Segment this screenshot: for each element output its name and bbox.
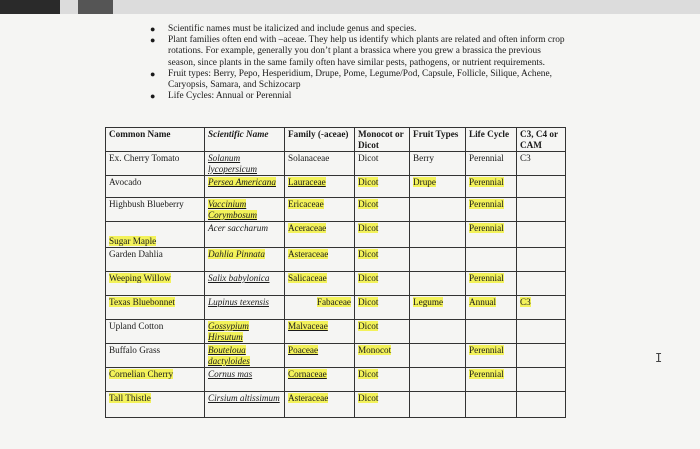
table-row <box>106 176 566 198</box>
cell-life-cycle[interactable] <box>466 222 517 248</box>
cell-photosynthesis[interactable] <box>517 248 566 272</box>
bullet-item <box>150 69 570 91</box>
cell-text: Dicot <box>358 297 379 307</box>
cell-text: Fabaceae <box>316 297 351 307</box>
cell-text: Cirsium altissimum <box>208 393 280 403</box>
cell-text: Cornus mas <box>208 369 253 379</box>
cell-photosynthesis[interactable]: C3 <box>517 152 566 176</box>
cell-monocot-dicot[interactable] <box>355 176 410 198</box>
bullet-item <box>150 35 570 69</box>
cell-life-cycle[interactable]: Perennial <box>466 152 517 176</box>
cell-text: Dicot <box>358 393 379 403</box>
cell-scientific-name[interactable] <box>205 198 285 222</box>
top-strip-segment <box>78 0 113 14</box>
cell-fruit-type[interactable] <box>410 368 466 392</box>
cell-monocot-dicot[interactable] <box>355 198 410 222</box>
cell-fruit-type[interactable] <box>410 344 466 368</box>
cell-family[interactable] <box>285 272 355 296</box>
cell-fruit-type[interactable] <box>410 392 466 418</box>
cell-life-cycle[interactable] <box>466 272 517 296</box>
header-photosynthesis: C3, C4 or CAM <box>517 128 566 152</box>
cell-life-cycle[interactable] <box>466 296 517 320</box>
cell-text: Poaceae <box>288 345 319 355</box>
cell-text: Dicot <box>358 369 379 379</box>
cell-text: Tall Thistle <box>109 393 151 403</box>
cell-text: Aceraceae <box>288 223 327 233</box>
table-row <box>106 392 566 418</box>
cell-text: Perennial <box>469 369 504 379</box>
cell-text: Perennial <box>469 273 504 283</box>
cell-scientific-name[interactable] <box>205 272 285 296</box>
table-row <box>106 344 566 368</box>
text-cursor-icon: I <box>655 351 663 365</box>
cell-photosynthesis[interactable] <box>517 222 566 248</box>
bullet-item <box>150 24 570 35</box>
bullet-dot-icon: ● <box>150 68 156 79</box>
cell-common-name[interactable]: Buffalo Grass <box>106 344 205 368</box>
cell-text: Salicaceae <box>288 273 327 283</box>
cell-text: Malvaceae <box>288 321 328 331</box>
bullet-list <box>150 24 570 102</box>
cell-common-name[interactable]: Upland Cotton <box>106 320 205 344</box>
cell-family[interactable] <box>285 368 355 392</box>
cell-text: Gossypium Hirsutum <box>208 321 249 342</box>
table-row <box>106 368 566 392</box>
table-row <box>106 296 566 320</box>
bullet-dot-icon: ● <box>150 24 156 34</box>
table-row <box>106 248 566 272</box>
cell-fruit-type[interactable] <box>410 222 466 248</box>
cell-text: Cornelian Cherry <box>109 369 174 379</box>
plant-table <box>105 127 566 418</box>
cell-scientific-name[interactable] <box>205 152 285 176</box>
cell-common-name[interactable] <box>106 368 205 392</box>
document-page <box>0 14 700 449</box>
bullet-text: Plant families often end with –aceae. They help us identify which plants are related and often inform crop rotations. For example, generally you don’t plant a brassica where you grew a brassica the previous season, since plants in the same family often have similar pests, pathogens, or nutrient requirements. <box>168 35 565 68</box>
cell-text: Solanum lycopersicum <box>208 153 257 174</box>
cell-text: Salix babylonica <box>208 273 270 283</box>
cell-text: Perennial <box>469 177 504 187</box>
cell-photosynthesis[interactable] <box>517 344 566 368</box>
cell-life-cycle[interactable] <box>466 320 517 344</box>
cell-scientific-name[interactable] <box>205 320 285 344</box>
table-row <box>106 222 566 248</box>
cell-text: Cornaceae <box>288 369 327 379</box>
cell-text: Perennial <box>469 345 504 355</box>
cell-photosynthesis[interactable] <box>517 368 566 392</box>
cell-fruit-type[interactable] <box>410 320 466 344</box>
cell-text: Ericaceae <box>288 199 324 209</box>
cell-common-name[interactable] <box>106 392 205 418</box>
cell-family[interactable]: Solanaceae <box>285 152 355 176</box>
cell-scientific-name[interactable] <box>205 248 285 272</box>
cell-text: Perennial <box>469 199 504 209</box>
cell-monocot-dicot[interactable] <box>355 272 410 296</box>
cell-monocot-dicot[interactable] <box>355 296 410 320</box>
cell-text: C3 <box>520 297 531 307</box>
header-family: Family (-aceae) <box>285 128 355 152</box>
cell-text: Vaccinium Corymbosum <box>208 199 258 220</box>
cell-monocot-dicot[interactable]: Dicot <box>355 152 410 176</box>
cell-monocot-dicot[interactable] <box>355 222 410 248</box>
cell-scientific-name[interactable] <box>205 392 285 418</box>
cell-common-name[interactable]: Garden Dahlia <box>106 248 205 272</box>
cell-family[interactable] <box>285 392 355 418</box>
cell-scientific-name[interactable] <box>205 368 285 392</box>
bullet-text: Scientific names must be italicized and include genus and species. <box>168 24 417 34</box>
bullet-text: Life Cycles: Annual or Perennial <box>168 91 292 102</box>
cell-life-cycle[interactable] <box>466 392 517 418</box>
cell-common-name[interactable] <box>106 222 205 248</box>
cell-family[interactable] <box>285 320 355 344</box>
cell-scientific-name[interactable] <box>205 296 285 320</box>
header-fruit-types: Fruit Types <box>410 128 466 152</box>
cell-text: Asteraceae <box>288 249 329 259</box>
bullet-dot-icon: ● <box>150 91 156 102</box>
bullet-dot-icon: ● <box>150 35 156 46</box>
table-header-row <box>106 128 566 152</box>
cell-family[interactable] <box>285 222 355 248</box>
table-row <box>106 198 566 222</box>
cell-life-cycle[interactable] <box>466 344 517 368</box>
cell-monocot-dicot[interactable] <box>355 368 410 392</box>
window-top-strip <box>0 0 700 14</box>
cell-scientific-name[interactable] <box>205 344 285 368</box>
cell-family[interactable] <box>285 296 355 320</box>
cell-text: Persea Americana <box>208 177 276 187</box>
table-row <box>106 152 566 176</box>
cell-text: Texas Bluebonnet <box>109 297 175 307</box>
cell-text: Dicot <box>358 273 379 283</box>
cell-life-cycle[interactable] <box>466 198 517 222</box>
cell-photosynthesis[interactable] <box>517 320 566 344</box>
cell-family[interactable] <box>285 176 355 198</box>
cell-text: Bouteloua dactyloides <box>208 345 250 366</box>
header-life-cycle: Life Cycle <box>466 128 517 152</box>
cell-text: Sugar Maple <box>109 235 157 246</box>
cell-fruit-type[interactable]: Berry <box>410 152 466 176</box>
table-row <box>106 272 566 296</box>
cell-photosynthesis[interactable] <box>517 176 566 198</box>
cell-family[interactable] <box>285 248 355 272</box>
cell-monocot-dicot[interactable] <box>355 248 410 272</box>
cell-family[interactable] <box>285 198 355 222</box>
cell-photosynthesis[interactable] <box>517 392 566 418</box>
header-common-name: Common Name <box>106 128 205 152</box>
cell-text: Monocot <box>358 345 392 355</box>
cell-text: Dicot <box>358 249 379 259</box>
cell-life-cycle[interactable] <box>466 368 517 392</box>
cell-life-cycle[interactable] <box>466 248 517 272</box>
cell-text: Lauraceae <box>288 177 326 187</box>
header-scientific-name: Scientific Name <box>205 128 285 152</box>
cell-fruit-type[interactable] <box>410 272 466 296</box>
cell-fruit-type[interactable] <box>410 176 466 198</box>
cell-common-name[interactable]: Ex. Cherry Tomato <box>106 152 205 176</box>
header-monocot-dicot: Monocot or Dicot <box>355 128 410 152</box>
cell-fruit-type[interactable] <box>410 296 466 320</box>
cell-photosynthesis[interactable] <box>517 272 566 296</box>
cell-text: Weeping Willow <box>109 273 171 283</box>
cell-text: Asteraceae <box>288 393 329 403</box>
cell-text: Dicot <box>358 223 379 233</box>
bullet-item <box>150 91 570 102</box>
cell-monocot-dicot[interactable] <box>355 344 410 368</box>
cell-monocot-dicot[interactable] <box>355 320 410 344</box>
cell-photosynthesis[interactable] <box>517 296 566 320</box>
cell-text: Annual <box>469 297 497 307</box>
top-strip-segment <box>0 0 60 14</box>
cell-fruit-type[interactable] <box>410 248 466 272</box>
cell-common-name[interactable]: Highbush Blueberry <box>106 198 205 222</box>
cell-text: Legume <box>413 297 444 307</box>
cell-common-name[interactable]: Avocado <box>106 176 205 198</box>
cell-text: Dahlia Pinnata <box>208 249 265 259</box>
cell-common-name[interactable] <box>106 272 205 296</box>
cell-photosynthesis[interactable] <box>517 198 566 222</box>
cell-text: Drupe <box>413 177 436 187</box>
cell-scientific-name[interactable] <box>205 176 285 198</box>
cell-text: Dicot <box>358 177 379 187</box>
cell-scientific-name[interactable]: Acer saccharum <box>205 222 285 248</box>
cell-fruit-type[interactable] <box>410 198 466 222</box>
cell-text: Dicot <box>358 199 379 209</box>
cell-life-cycle[interactable] <box>466 176 517 198</box>
table-row <box>106 320 566 344</box>
cell-common-name[interactable] <box>106 296 205 320</box>
cell-family[interactable] <box>285 344 355 368</box>
cell-text: Lupinus texensis <box>208 297 269 307</box>
cell-text: Perennial <box>469 223 504 233</box>
cell-text: Dicot <box>358 321 379 331</box>
cell-monocot-dicot[interactable] <box>355 392 410 418</box>
bullet-text: Fruit types: Berry, Pepo, Hesperidium, Drupe, Pome, Legume/Pod, Capsule, Follicle, Silique, Achene, Caryopsis, Samara, and Schizocarp <box>168 68 552 91</box>
